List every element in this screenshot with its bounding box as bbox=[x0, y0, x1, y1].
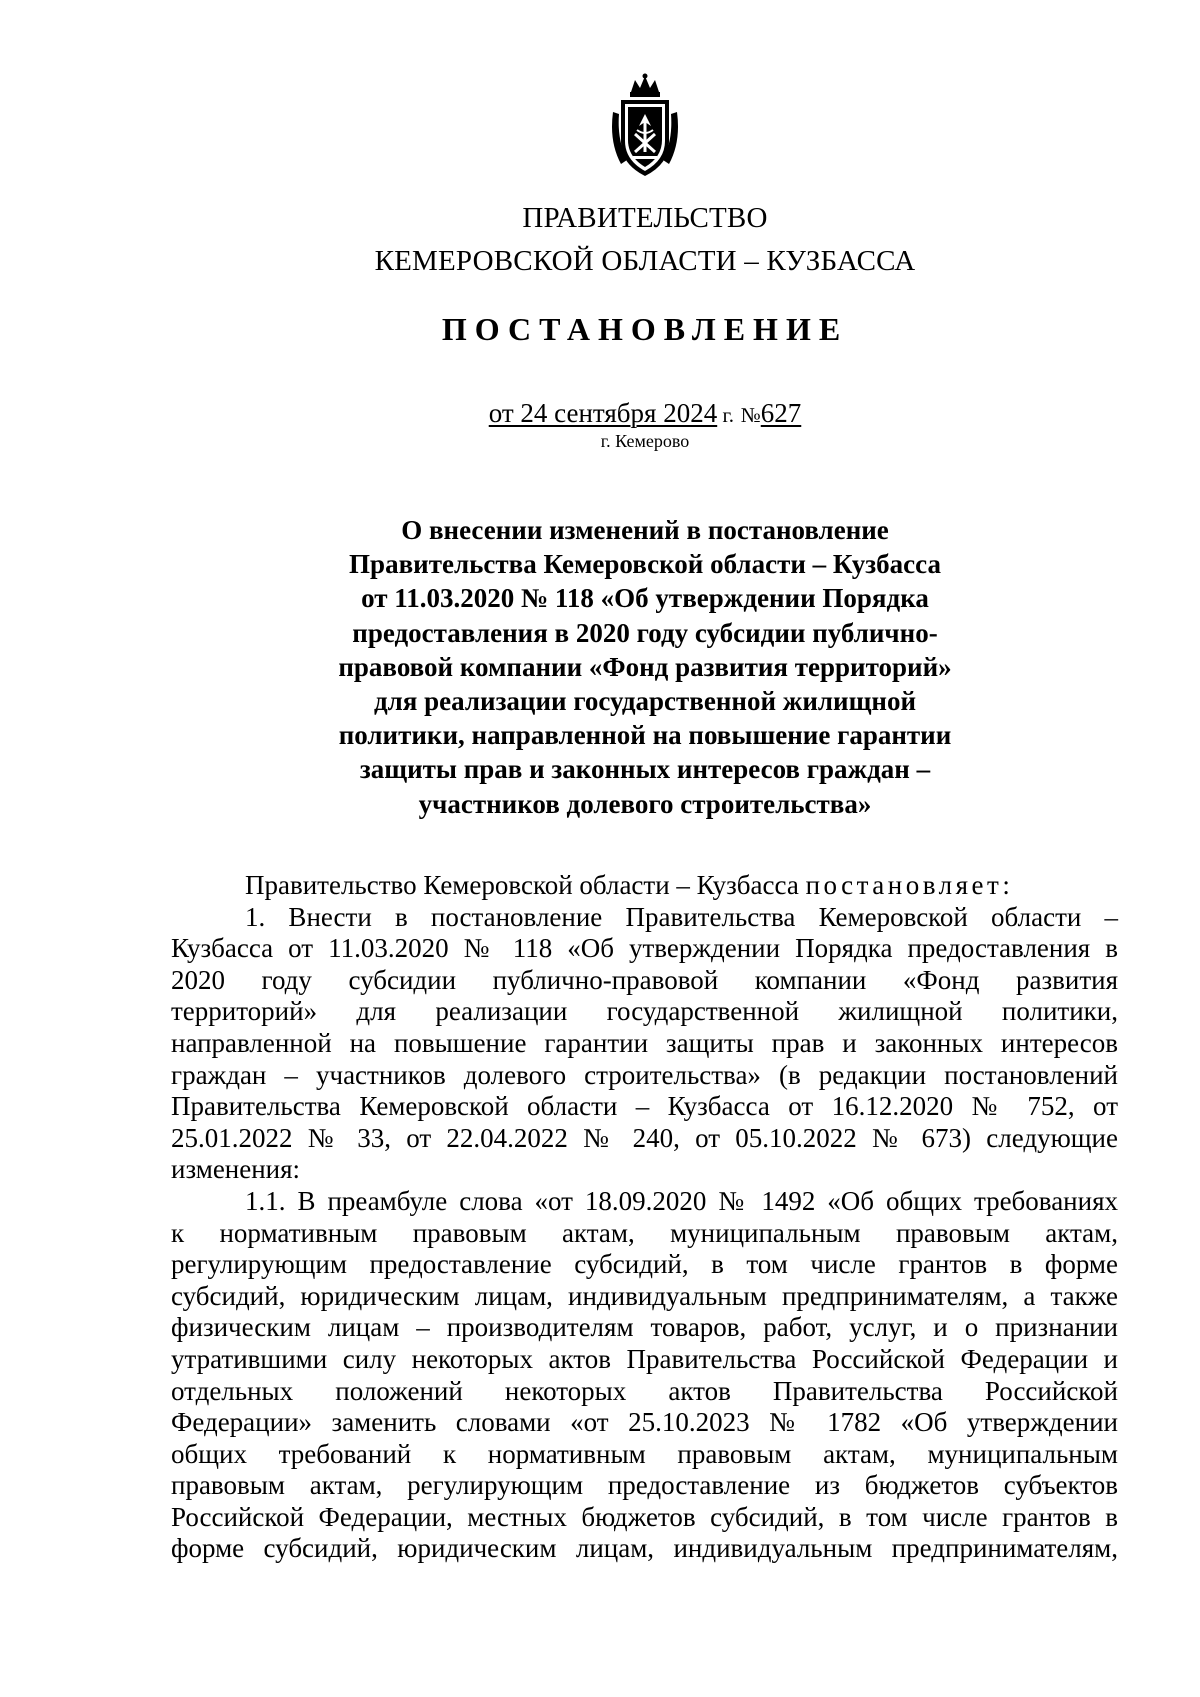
item-1-1-line: правовым актам, регулирующим предоставление из бюджетов субъектов bbox=[171, 1470, 1118, 1501]
title-line: О внесении изменений в постановление bbox=[401, 515, 889, 545]
preamble-colon: : bbox=[1002, 870, 1010, 900]
title-line: участников долевого строительства» bbox=[418, 788, 872, 819]
item-1-1-line: субсидий, юридическим лицам, индивидуальным предпринимателям, а также bbox=[171, 1280, 1118, 1311]
item-1-line: Кузбасса от 11.03.2020 № 118 «Об утверждении Порядка предоставления в bbox=[171, 933, 1118, 964]
preamble-paragraph bbox=[171, 870, 1118, 902]
authority-name-line2: КЕМЕРОВСКОЙ ОБЛАСТИ – КУЗБАССА bbox=[374, 245, 916, 277]
item-1-line: направленной на повышение гарантии защиты прав и законных интересов bbox=[171, 1027, 1118, 1058]
item-1-1-line: 1.1. В преамбуле слова «от 18.09.2020 № 1492 «Об общих требованиях bbox=[245, 1185, 1118, 1216]
date-number-line bbox=[0, 396, 1200, 432]
authority-name-line1: ПРАВИТЕЛЬСТВО bbox=[522, 202, 768, 234]
item-1-line: изменения: bbox=[171, 1154, 301, 1185]
title-line: Правительства Кемеровской области – Кузбасса bbox=[349, 549, 941, 580]
item-1-1-line: общих требований к нормативным правовым актам, муниципальным bbox=[171, 1438, 1118, 1469]
item-1-paragraph bbox=[171, 902, 1118, 1186]
item-1-1-line: отдельных положений некоторых актов Правительства Российской bbox=[171, 1375, 1118, 1406]
item-1-1-line: утратившими силу некоторых актов Правительства Российской Федерации и bbox=[171, 1343, 1118, 1374]
preamble-resolves-word: постановляет bbox=[805, 870, 1003, 900]
item-1-1-line: регулирующим предоставление субсидий, в том числе грантов в форме bbox=[171, 1249, 1118, 1280]
item-1-1-line: Федерации» заменить словами «от 25.10.2023 № 1782 «Об утверждении bbox=[171, 1407, 1118, 1438]
item-1-1-line: форме субсидий, юридическим лицам, индивидуальным предпринимателям, bbox=[171, 1533, 1118, 1564]
title-line: защиты прав и законных интересов граждан – bbox=[359, 754, 931, 785]
title-line: правовой компании «Фонд развития территорий» bbox=[338, 651, 952, 682]
item-1-line: территорий» для реализации государственной жилищной политики, bbox=[171, 996, 1118, 1027]
item-1-line: Правительства Кемеровской области – Кузбасса от 16.12.2020 № 752, от bbox=[171, 1091, 1118, 1122]
preamble-text: Правительство Кемеровской области – Кузбасса bbox=[245, 870, 806, 900]
item-1-line: 25.01.2022 № 33, от 22.04.2022 № 240, от 05.10.2022 № 673) следующие bbox=[171, 1122, 1118, 1153]
title-line: для реализации государственной жилищной bbox=[373, 686, 917, 717]
item-1-1-line: физическим лицам – производителям товаров, работ, услуг, и о признании bbox=[171, 1312, 1118, 1343]
title-line: от 11.03.2020 № 118 «Об утверждении Порядка bbox=[361, 583, 929, 614]
title-line: политики, направленной на повышение гарантии bbox=[338, 720, 952, 751]
item-1-1-paragraph bbox=[171, 1186, 1118, 1565]
item-1-line: 1. Внести в постановление Правительства Кемеровской области – bbox=[245, 901, 1118, 932]
place-of-issue: г. Кемерово bbox=[600, 431, 690, 451]
item-1-line: граждан – участников долевого строительства» (в редакции постановлений bbox=[171, 1059, 1118, 1090]
document-number: 627 bbox=[760, 398, 802, 428]
document-date: от 24 сентября 2024 bbox=[488, 398, 718, 428]
number-sign: № bbox=[740, 403, 761, 427]
coat-of-arms-icon bbox=[607, 72, 683, 182]
item-1-1-line: Российской Федерации, местных бюджетов субсидий, в том числе грантов в bbox=[171, 1501, 1118, 1532]
item-1-line: 2020 году субсидии публично-правовой компании «Фонд развития bbox=[171, 964, 1118, 995]
year-suffix: г. bbox=[717, 403, 734, 427]
document-type-heading: ПОСТАНОВЛЕНИЕ bbox=[441, 311, 849, 347]
title-line: предоставления в 2020 году субсидии публично- bbox=[352, 617, 938, 648]
document-title bbox=[300, 513, 990, 821]
item-1-1-line: к нормативным правовым актам, муниципальным правовым актам, bbox=[171, 1217, 1118, 1248]
document-body bbox=[171, 870, 1118, 1565]
